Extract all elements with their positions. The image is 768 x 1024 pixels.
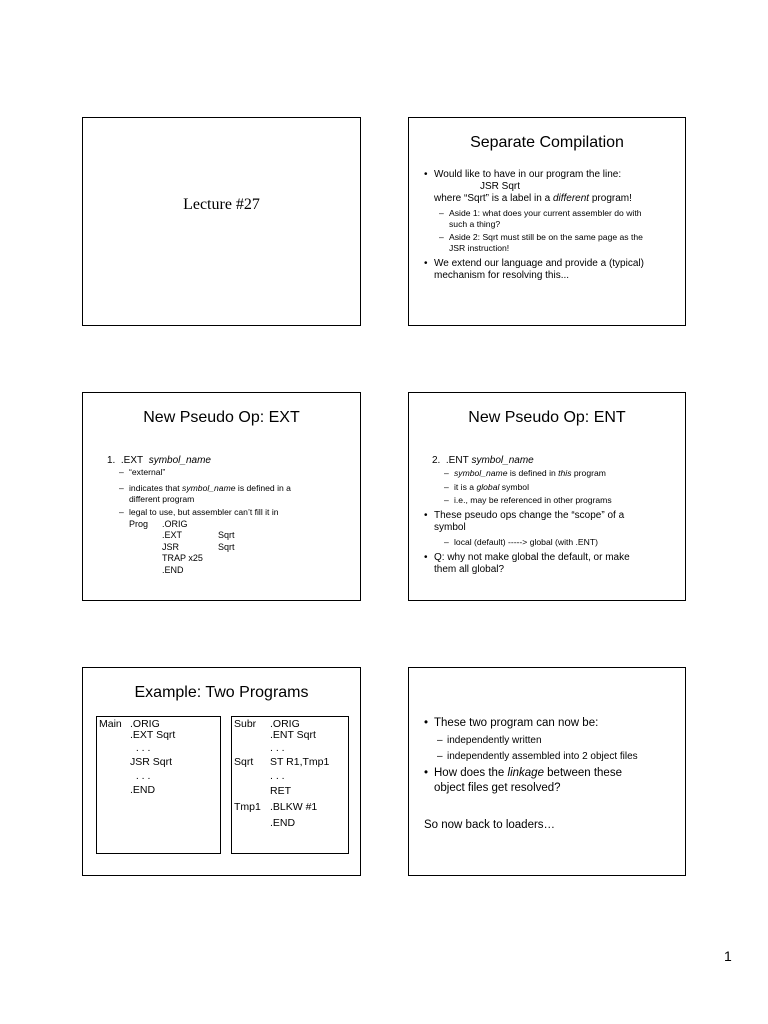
bullet-icon: • (424, 552, 428, 563)
closing-text: So now back to loaders… (424, 819, 556, 831)
slide-pseudo-op-ext: New Pseudo Op: EXT 1. .EXT symbol_name – “external” – indicates that symbol_name is defined in a different program – legal to use, but assembler can’t fill it in Prog .ORIG .EXT Sqrt JSR Sqrt TRAP x25 .END (82, 392, 361, 601)
slide-title: New Pseudo Op: EXT (143, 409, 300, 426)
dash-icon: – (444, 468, 449, 478)
sub-bullet-item: – indicates that symbol_name is defined in a (119, 483, 291, 493)
sub-bullet-item: – independently written (437, 735, 542, 746)
dash-icon: – (119, 467, 124, 477)
numbered-item: 1. .EXT symbol_name (107, 455, 211, 466)
bullet-text-line: where “Sqrt” is a label in a different program! (434, 193, 632, 204)
bullet-item: • Would like to have in our program the line: (424, 169, 622, 180)
sub-bullet-item: – independently assembled into 2 object files (437, 751, 638, 762)
bullet-item: • These pseudo ops change the “scope” of a (424, 510, 625, 521)
slide-example-two-programs (82, 667, 361, 876)
page-number: 1 (724, 948, 732, 964)
bullet-item: • How does the linkage between these (424, 767, 622, 779)
dash-icon: – (439, 232, 444, 242)
sub-bullet-item: – Aside 2: Sqrt must still be on the same page as the (439, 232, 643, 242)
sub-bullet-item: – “external” (119, 467, 166, 477)
bullet-item: • We extend our language and provide a (typical) (424, 258, 644, 269)
bullet-icon: • (424, 510, 428, 521)
dash-icon: – (444, 482, 449, 492)
sub-bullet-item: – symbol_name is defined in this program (444, 468, 606, 478)
dash-icon: – (444, 537, 449, 547)
bullet-text-line: symbol (434, 522, 466, 533)
bullet-text-line: mechanism for resolving this... (434, 270, 570, 281)
numbered-item: 2. .ENT symbol_name (432, 455, 534, 466)
code-line: JSR Sqrt (480, 181, 521, 192)
slide-title: New Pseudo Op: ENT (468, 409, 626, 426)
sub-bullet-item: – Aside 1: what does your current assembler do with (439, 208, 642, 218)
subroutine-code-box: Subr .ORIG .ENT Sqrt . . . Sqrt ST R1,Tmp1 . . . RET Tmp1 .BLKW #1 .END (231, 716, 349, 854)
slide-separate-compilation (408, 117, 686, 326)
bullet-item: • These two program can now be: (424, 717, 599, 729)
bullet-icon: • (424, 767, 429, 779)
dash-icon: – (439, 208, 444, 218)
bullet-text-line: them all global? (434, 564, 505, 575)
sub-bullet-text-line: JSR instruction! (449, 243, 510, 253)
bullet-icon: • (424, 717, 429, 729)
bullet-icon: • (424, 258, 428, 269)
sub-bullet-item: – it is a global symbol (444, 482, 529, 492)
sub-bullet-text-line: such a thing? (449, 219, 501, 229)
slide-lecture-title (82, 117, 361, 326)
bullet-item: • Q: why not make global the default, or make (424, 552, 630, 563)
sub-bullet-text-line: different program (129, 494, 195, 504)
slide-title: Separate Compilation (470, 134, 624, 151)
sub-bullet-item: – legal to use, but assembler can’t fill it in (119, 507, 279, 517)
dash-icon: – (444, 495, 449, 505)
dash-icon: – (119, 507, 124, 517)
slide-title: Example: Two Programs (134, 684, 309, 701)
dash-icon: – (119, 483, 124, 493)
dash-icon: – (437, 735, 443, 746)
slide-linkage (408, 667, 686, 876)
slide-pseudo-op-ent (408, 392, 686, 601)
dash-icon: – (437, 751, 443, 762)
main-program-code-box: Main .ORIG .EXT Sqrt . . . JSR Sqrt . . . .END (96, 716, 221, 854)
lecture-title: Lecture #27 (183, 196, 260, 213)
bullet-text-line: object files get resolved? (434, 782, 561, 794)
bullet-icon: • (424, 169, 428, 180)
sub-bullet-item: – local (default) -----> global (with .ENT) (444, 537, 598, 547)
sub-bullet-item: – i.e., may be referenced in other programs (444, 495, 612, 505)
